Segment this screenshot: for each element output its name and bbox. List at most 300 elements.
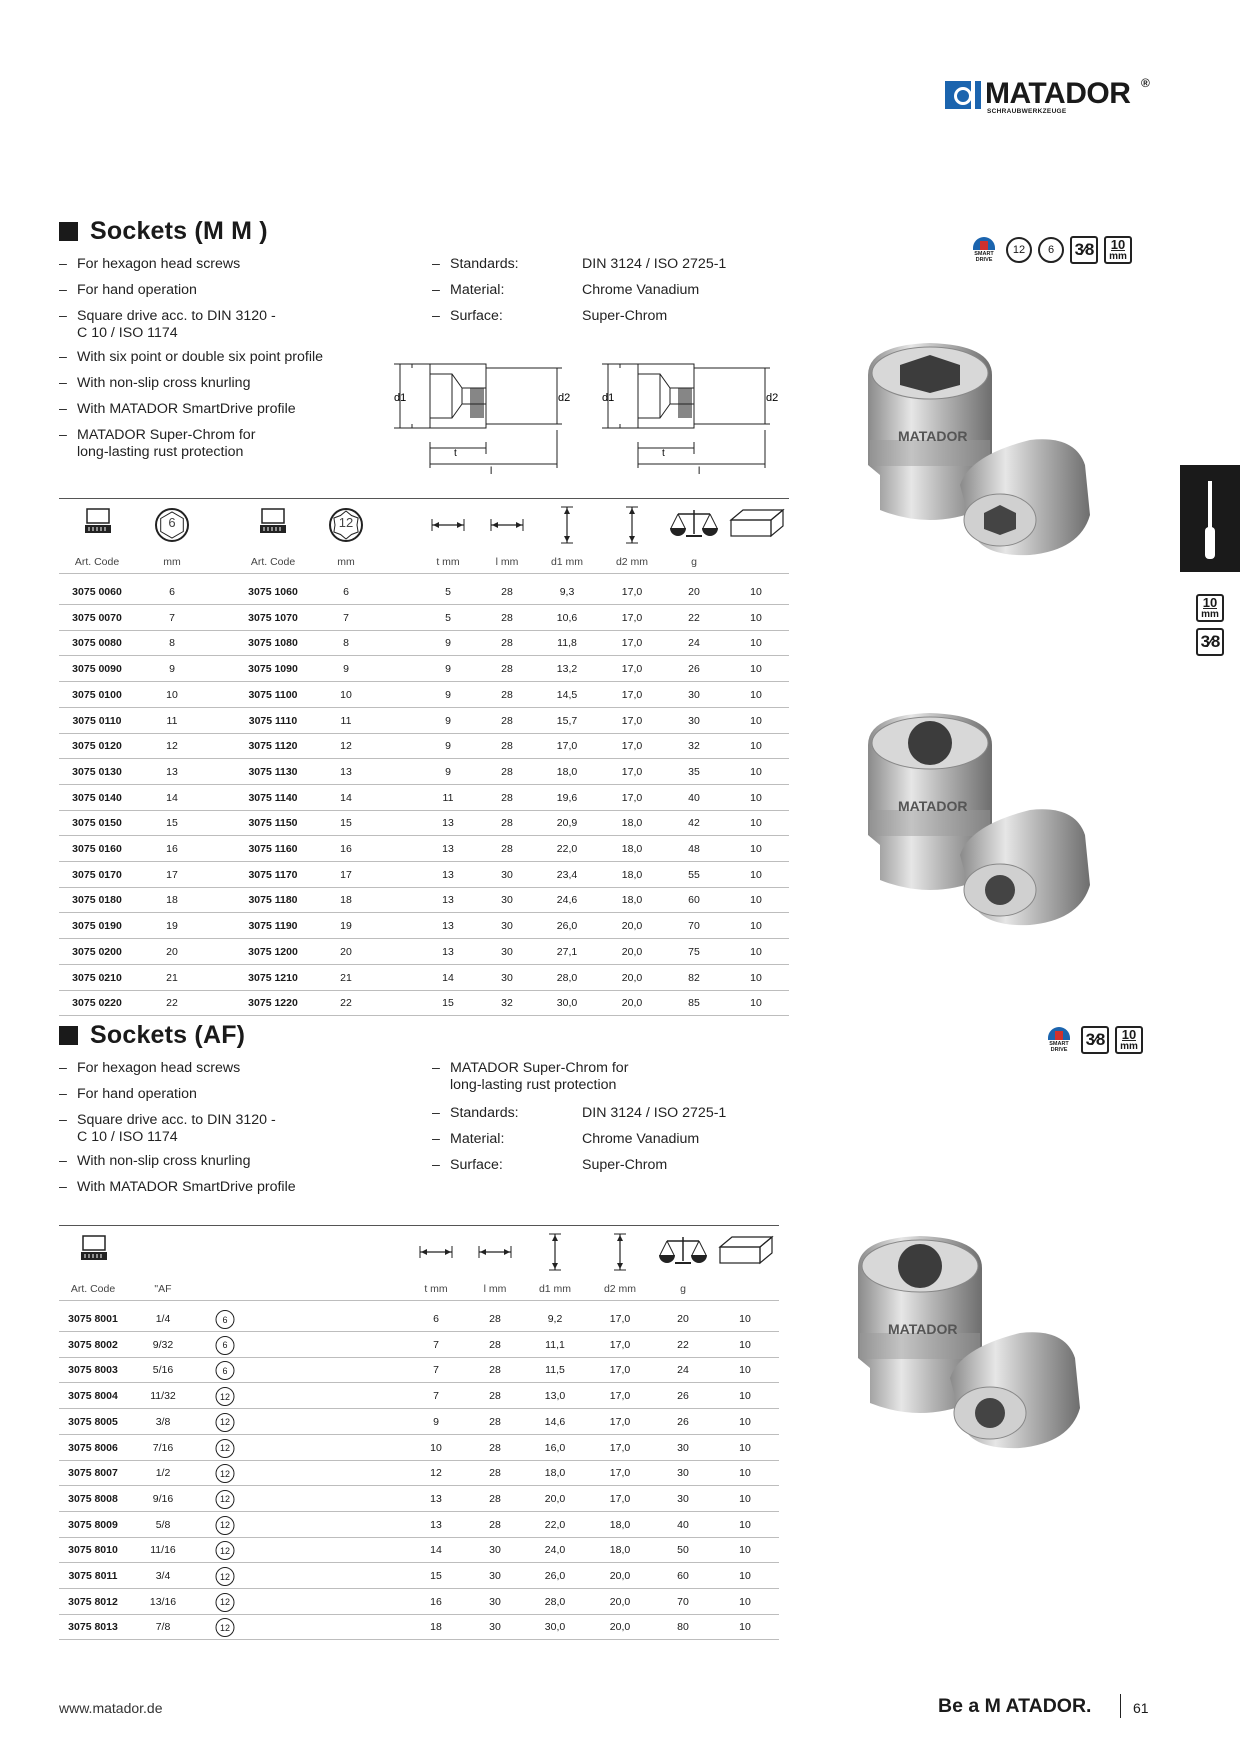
table-cell: 10 <box>750 663 762 676</box>
table-cell: 20,0 <box>621 997 643 1010</box>
table-cell: 21 <box>166 971 178 984</box>
column-header: g <box>680 1283 686 1295</box>
table-cell: 30,0 <box>544 1621 566 1634</box>
table-cell: 15 <box>340 817 352 830</box>
table-cell: 10 <box>739 1544 751 1557</box>
header-rule <box>59 573 789 574</box>
table-cell: 75 <box>688 945 700 958</box>
row-divider <box>59 810 789 811</box>
table-cell: 28 <box>501 740 513 753</box>
row-divider <box>59 938 789 939</box>
article-code: 3075 1070 <box>248 611 298 624</box>
table-cell: 1/4 <box>155 1313 171 1325</box>
table-cell: 30 <box>688 688 700 701</box>
table-cell: 20,0 <box>609 1595 631 1608</box>
table-cell: 13,2 <box>556 663 578 676</box>
table-cell: 10 <box>739 1390 751 1403</box>
table-cell: 55 <box>688 868 700 881</box>
row-divider <box>59 861 789 862</box>
label-d2: d2 <box>558 392 571 404</box>
table-cell: 18 <box>430 1621 442 1634</box>
table-cell: 22 <box>688 611 700 624</box>
twelve-point-label: 12 <box>338 515 354 530</box>
table-cell: 28,0 <box>556 971 578 984</box>
title-square-icon <box>59 222 78 241</box>
table-cell: 28 <box>501 663 513 676</box>
table-cell: 10 <box>739 1570 751 1582</box>
table-cell: 12 <box>340 740 352 753</box>
table-cell: 11,8 <box>557 637 577 650</box>
logo-registered: ® <box>1141 76 1150 90</box>
title-square-icon <box>59 1026 78 1045</box>
table-cell: 20,0 <box>621 945 643 958</box>
table-cell: 17,0 <box>609 1492 631 1505</box>
table-cell: 19 <box>340 920 352 933</box>
table-cell: 10 <box>750 586 762 598</box>
row-divider <box>59 707 789 708</box>
row-divider <box>59 1434 779 1435</box>
table-cell: 16 <box>430 1595 442 1608</box>
table-cell: 10 <box>739 1467 751 1480</box>
table-cell: 11,1 <box>545 1338 565 1351</box>
table-cell: 30 <box>501 971 513 984</box>
article-code: 3075 0160 <box>72 843 122 855</box>
spec-value: DIN 3124 / ISO 2725-1 <box>582 1105 727 1121</box>
ten-mm-icon: 10 mm <box>1196 594 1224 622</box>
table-cell: 19,6 <box>556 791 578 804</box>
table-cell: 10 <box>430 1441 442 1454</box>
row-divider <box>59 784 789 785</box>
six-point-icon: 6 <box>216 1361 235 1380</box>
table-cell: 30 <box>501 868 513 881</box>
label-l: l <box>698 466 701 477</box>
table-cell: 10 <box>739 1492 751 1505</box>
table-cell: 13 <box>430 1492 442 1505</box>
section-heading: Sockets (AF) <box>90 1020 246 1049</box>
footer-divider <box>1120 1694 1121 1718</box>
table-cell: 1/2 <box>155 1467 171 1480</box>
article-code: 3075 8006 <box>68 1441 118 1454</box>
feature-item: – For hand operation <box>59 282 197 299</box>
table-cell: 15 <box>430 1570 442 1582</box>
socket-photo-six-point <box>860 335 1120 575</box>
table-cell: 26,0 <box>544 1570 566 1582</box>
machine-icon <box>258 506 288 536</box>
article-code: 3075 1190 <box>248 920 298 933</box>
table-cell: 10 <box>340 688 352 701</box>
table-cell: 7 <box>433 1338 439 1351</box>
row-divider <box>59 681 789 682</box>
socket-length-arrow-icon <box>489 517 525 533</box>
feature-item: – With MATADOR SmartDrive profile <box>59 401 296 418</box>
badges-mm <box>968 236 1132 264</box>
table-cell: 11 <box>166 714 178 727</box>
spec-list-af <box>432 1105 762 1175</box>
table-cell: 20 <box>166 945 178 958</box>
table-cell: 10,6 <box>556 611 578 624</box>
table-cell: 28 <box>489 1313 501 1325</box>
row-divider <box>59 835 789 836</box>
article-code: 3075 0120 <box>72 740 122 753</box>
article-code: 3075 1080 <box>248 637 298 650</box>
table-cell: 32 <box>688 740 700 753</box>
matador-logo-mark <box>945 81 981 109</box>
row-divider <box>59 1562 779 1563</box>
table-cell: 3/4 <box>155 1570 171 1582</box>
table-cell: 85 <box>688 997 700 1010</box>
table-cell: 10 <box>750 714 762 727</box>
table-cell: 27,1 <box>556 945 578 958</box>
table-cell: 9 <box>433 1415 439 1428</box>
table-cell: 10 <box>739 1364 751 1377</box>
article-code: 3075 1130 <box>248 765 298 778</box>
table-cell: 21 <box>340 971 352 984</box>
twelve-point-icon: 12 <box>216 1516 235 1535</box>
logo-wordmark: MATADOR <box>985 77 1131 110</box>
column-header: Art. Code <box>74 556 120 568</box>
article-code: 3075 8002 <box>68 1338 118 1351</box>
table-cell: 28 <box>501 637 513 650</box>
spec-label: – Standards: <box>432 256 519 273</box>
table-cell: 50 <box>677 1544 689 1557</box>
table-cell: 28 <box>501 765 513 778</box>
article-code: 3075 8005 <box>68 1415 118 1428</box>
table-cell: 22 <box>166 997 178 1010</box>
table-cell: 30 <box>501 920 513 933</box>
table-cell: 16,0 <box>544 1441 566 1454</box>
table-cell: 17,0 <box>621 688 643 701</box>
table-cell: 28 <box>501 817 513 830</box>
table-cell: 28 <box>489 1492 501 1505</box>
column-header: mm <box>163 556 181 568</box>
table-cell: 22,0 <box>544 1518 566 1531</box>
table-cell: 28 <box>501 688 513 701</box>
table-cell: 20 <box>688 586 700 598</box>
article-code: 3075 1180 <box>248 894 298 907</box>
article-code: 3075 1210 <box>248 971 298 984</box>
table-cell: 32 <box>501 997 513 1010</box>
column-header: t mm <box>436 556 460 568</box>
table-cell: 17,0 <box>621 663 643 676</box>
table-cell: 28 <box>501 791 513 804</box>
feature-item: – With six point or double six point profile <box>59 349 323 366</box>
row-divider <box>59 1015 789 1016</box>
twelve-point-icon: 12 <box>216 1464 235 1483</box>
package-icon <box>729 506 785 540</box>
table-cell: 9,3 <box>559 586 575 598</box>
table-cell: 28 <box>489 1338 501 1351</box>
six-point-icon: 6 <box>216 1336 235 1355</box>
ten-mm-icon: 10 mm <box>1104 236 1132 264</box>
table-cell: 28 <box>501 714 513 727</box>
table-cell: 13 <box>442 894 454 907</box>
category-tab[interactable] <box>1180 465 1240 572</box>
row-divider <box>59 655 789 656</box>
row-divider <box>59 1588 779 1589</box>
article-code: 3075 0130 <box>72 765 122 778</box>
twelve-point-icon: 12 <box>1006 237 1032 263</box>
article-code: 3075 1140 <box>248 791 298 804</box>
table-cell: 5/16 <box>152 1364 174 1377</box>
table-cell: 17,0 <box>609 1467 631 1480</box>
row-divider <box>59 1614 779 1615</box>
column-header: Art. Code <box>70 1283 116 1295</box>
article-code: 3075 8009 <box>68 1518 118 1531</box>
table-cell: 5 <box>445 611 451 624</box>
article-code: 3075 1090 <box>248 663 298 676</box>
table-cell: 17,0 <box>609 1390 631 1403</box>
table-cell: 6 <box>169 586 175 598</box>
article-code: 3075 0110 <box>72 714 122 727</box>
table-cell: 18,0 <box>621 868 643 881</box>
six-point-icon: 6 <box>1038 237 1064 263</box>
feature-item: – MATADOR Super-Chrom for long-lasting rust protection <box>59 427 255 461</box>
spec-label: – Surface: <box>432 308 503 325</box>
drive-diameter-arrow-icon <box>559 505 575 545</box>
svg-text:MATADOR: MATADOR <box>888 1321 958 1337</box>
table-cell: 70 <box>677 1595 689 1608</box>
table-cell: 35 <box>688 765 700 778</box>
article-code: 3075 0180 <box>72 894 122 907</box>
column-header: Art. Code <box>250 556 296 568</box>
table-cell: 14,6 <box>544 1415 566 1428</box>
table-cell: 9 <box>169 663 175 676</box>
table-cell: 17,0 <box>621 714 643 727</box>
table-cell: 17,0 <box>609 1364 631 1377</box>
smart-drive-icon: SMART DRIVE <box>968 236 1000 264</box>
socket-photo-twelve-point <box>860 705 1120 945</box>
table-cell: 17,0 <box>621 611 643 624</box>
table-cell: 11,5 <box>545 1364 565 1377</box>
spec-label: – Surface: <box>432 1157 503 1174</box>
table-cell: 10 <box>750 611 762 624</box>
table-cell: 14 <box>430 1544 442 1557</box>
article-code: 3075 8003 <box>68 1364 118 1377</box>
row-divider <box>59 1639 779 1640</box>
table-cell: 17,0 <box>556 740 578 753</box>
table-cell: 10 <box>750 637 762 650</box>
table-cell: 13 <box>442 843 454 855</box>
table-cell: 9 <box>445 765 451 778</box>
table-cell: 9/32 <box>152 1338 174 1351</box>
table-cell: 9 <box>445 714 451 727</box>
article-code: 3075 1110 <box>248 714 298 727</box>
row-divider <box>59 990 789 991</box>
spec-list-mm <box>432 256 762 326</box>
table-cell: 30 <box>677 1492 689 1505</box>
table-cell: 17,0 <box>609 1415 631 1428</box>
table-cell: 9 <box>343 663 349 676</box>
article-code: 3075 8013 <box>68 1621 118 1634</box>
table-cell: 42 <box>688 817 700 830</box>
row-divider <box>59 1485 779 1486</box>
section-title-af <box>59 1022 245 1048</box>
table-cell: 20,0 <box>609 1570 631 1582</box>
table-cell: 26 <box>688 663 700 676</box>
twelve-point-icon: 12 <box>216 1541 235 1560</box>
table-cell: 15,7 <box>556 714 578 727</box>
weight-scale-icon <box>668 506 720 540</box>
column-header: d2 mm <box>603 1283 637 1295</box>
table-cell: 5 <box>445 586 451 598</box>
side-badges <box>1196 594 1224 656</box>
row-divider <box>59 1537 779 1538</box>
table-cell: 30 <box>501 894 513 907</box>
matador-logo <box>945 78 1153 118</box>
table-cell: 24 <box>688 637 700 650</box>
socket-table-af <box>59 1225 779 1635</box>
spec-value: Chrome Vanadium <box>582 282 700 298</box>
table-cell: 28 <box>489 1441 501 1454</box>
table-cell: 13 <box>442 945 454 958</box>
table-cell: 17,0 <box>609 1313 631 1325</box>
table-cell: 11 <box>340 714 352 727</box>
table-cell: 7 <box>169 611 175 624</box>
table-cell: 26,0 <box>556 920 578 933</box>
table-cell: 13/16 <box>149 1595 177 1608</box>
twelve-point-icon: 12 <box>216 1490 235 1509</box>
table-cell: 10 <box>739 1313 751 1325</box>
svg-text:MATADOR: MATADOR <box>898 428 968 444</box>
feature-item: – Square drive acc. to DIN 3120 - C 10 / ISO 1174 <box>59 1112 276 1146</box>
table-cell: 13 <box>430 1518 442 1531</box>
table-cell: 30 <box>677 1467 689 1480</box>
socket-diagram-six-point <box>392 358 592 484</box>
article-code: 3075 1220 <box>248 997 298 1010</box>
article-code: 3075 1160 <box>248 843 298 855</box>
table-cell: 28,0 <box>544 1595 566 1608</box>
table-cell: 6 <box>433 1313 439 1325</box>
table-cell: 10 <box>739 1621 751 1634</box>
machine-icon <box>79 1233 109 1263</box>
table-cell: 13 <box>442 920 454 933</box>
article-code: 3075 8011 <box>68 1570 118 1582</box>
drive-3-8-icon: 3⁄8 <box>1081 1026 1109 1054</box>
article-code: 3075 0220 <box>72 997 122 1010</box>
spec-value: DIN 3124 / ISO 2725-1 <box>582 256 727 272</box>
column-header: d2 mm <box>615 556 649 568</box>
table-cell: 9 <box>445 637 451 650</box>
table-cell: 28 <box>501 586 513 598</box>
table-cell: 10 <box>750 817 762 830</box>
table-cell: 24 <box>677 1364 689 1377</box>
table-cell: 20,0 <box>621 920 643 933</box>
table-cell: 28 <box>489 1415 501 1428</box>
table-cell: 70 <box>688 920 700 933</box>
table-cell: 17 <box>340 868 352 881</box>
table-cell: 48 <box>688 843 700 855</box>
twelve-point-icon: 12 <box>216 1593 235 1612</box>
socket-photo-af <box>850 1228 1110 1468</box>
row-divider <box>59 630 789 631</box>
row-divider <box>59 1357 779 1358</box>
table-cell: 18,0 <box>609 1518 631 1531</box>
screwdriver-icon <box>1204 481 1216 559</box>
label-d2: d2 <box>766 392 779 404</box>
table-cell: 14,5 <box>556 688 578 701</box>
row-divider <box>59 758 789 759</box>
column-header: d1 mm <box>550 556 584 568</box>
table-cell: 10 <box>750 688 762 701</box>
article-code: 3075 8007 <box>68 1467 118 1480</box>
table-cell: 3/8 <box>155 1415 171 1428</box>
table-cell: 22 <box>340 997 352 1010</box>
socket-depth-arrow-icon <box>430 517 466 533</box>
article-code: 3075 8004 <box>68 1390 118 1403</box>
table-cell: 17,0 <box>609 1441 631 1454</box>
table-cell: 8 <box>343 637 349 650</box>
table-cell: 10 <box>750 971 762 984</box>
table-cell: 23,4 <box>556 868 578 881</box>
table-cell: 18,0 <box>609 1544 631 1557</box>
spec-label: – Material: <box>432 282 504 299</box>
table-cell: 40 <box>677 1518 689 1531</box>
drive-3-8-icon: 3⁄8 <box>1070 236 1098 264</box>
spec-value: Chrome Vanadium <box>582 1131 700 1147</box>
table-cell: 9 <box>445 740 451 753</box>
table-cell: 60 <box>677 1570 689 1582</box>
header-rule <box>59 1300 779 1301</box>
row-divider <box>59 1331 779 1332</box>
table-cell: 17,0 <box>621 637 643 650</box>
table-cell: 17 <box>166 868 178 881</box>
table-cell: 30 <box>489 1544 501 1557</box>
table-cell: 28 <box>489 1364 501 1377</box>
column-header: l mm <box>495 556 519 568</box>
article-code: 3075 1170 <box>248 868 298 881</box>
row-divider <box>59 887 789 888</box>
package-icon <box>718 1233 774 1267</box>
table-cell: 10 <box>750 894 762 907</box>
label-d1: d1 <box>602 392 615 404</box>
table-cell: 60 <box>688 894 700 907</box>
table-cell: 10 <box>739 1595 751 1608</box>
table-cell: 11 <box>442 791 454 804</box>
table-cell: 30 <box>688 714 700 727</box>
article-code: 3075 0200 <box>72 945 122 958</box>
table-cell: 28 <box>501 611 513 624</box>
spec-value: Super-Chrom <box>582 308 668 324</box>
table-cell: 28 <box>489 1518 501 1531</box>
six-point-label: 6 <box>168 515 176 530</box>
article-code: 3075 0140 <box>72 791 122 804</box>
row-divider <box>59 1511 779 1512</box>
feature-item: – Square drive acc. to DIN 3120 - C 10 / ISO 1174 <box>59 308 276 342</box>
table-cell: 24,6 <box>556 894 578 907</box>
article-code: 3075 0210 <box>72 971 122 984</box>
footer-url[interactable]: www.matador.de <box>59 1700 163 1716</box>
table-cell: 26 <box>677 1415 689 1428</box>
row-divider <box>59 1408 779 1409</box>
feature-item: – For hand operation <box>59 1086 197 1103</box>
head-diameter-arrow-icon <box>624 505 640 545</box>
table-cell: 16 <box>340 843 352 855</box>
table-cell: 22 <box>677 1338 689 1351</box>
spec-label: – Standards: <box>432 1105 519 1122</box>
table-cell: 28 <box>501 843 513 855</box>
table-cell: 8 <box>169 637 175 650</box>
label-d1: d1 <box>394 392 407 404</box>
table-cell: 6 <box>343 586 349 598</box>
table-cell: 18,0 <box>544 1467 566 1480</box>
table-cell: 30 <box>489 1621 501 1634</box>
row-divider <box>59 964 789 965</box>
article-code: 3075 0080 <box>72 637 122 650</box>
socket-depth-arrow-icon <box>418 1244 454 1260</box>
logo-tagline: SCHRAUBWERKZEUGE <box>987 108 1067 115</box>
drive-3-8-icon: 3⁄8 <box>1196 628 1224 656</box>
table-cell: 10 <box>166 688 178 701</box>
